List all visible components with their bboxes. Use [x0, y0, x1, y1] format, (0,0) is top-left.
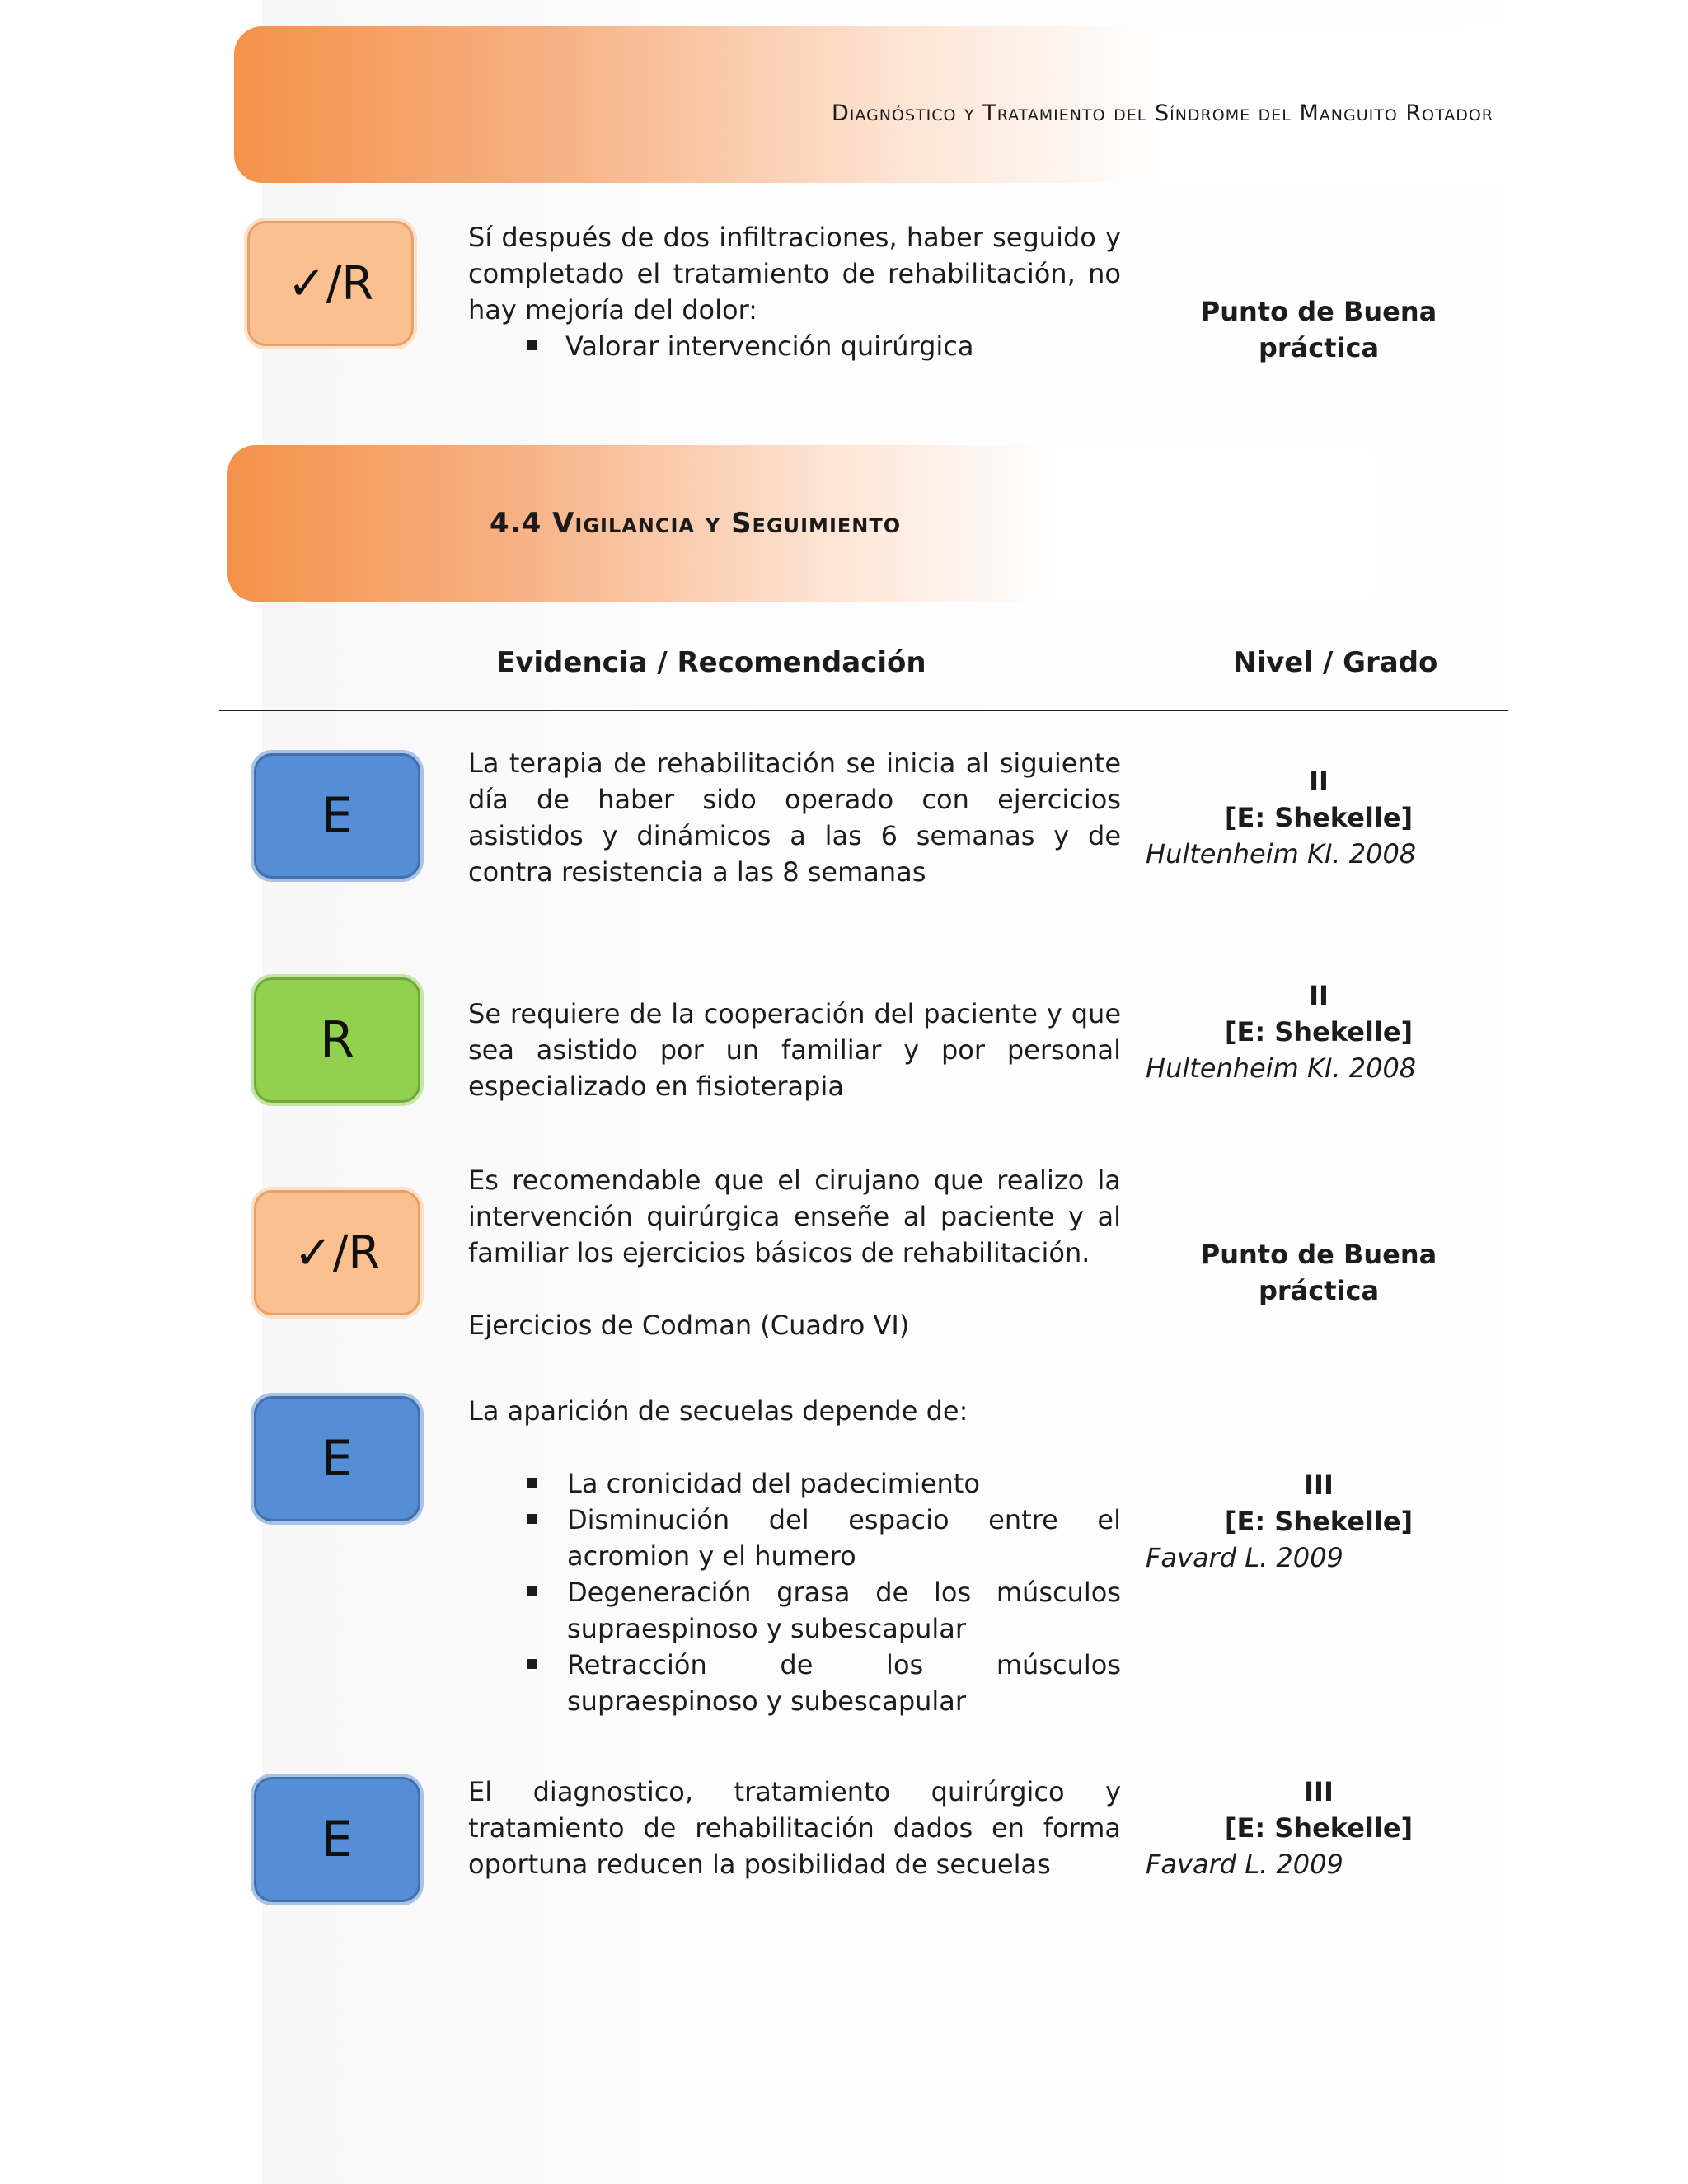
level-cell — [1146, 1236, 1492, 1309]
evidence-badge — [254, 1396, 420, 1521]
paragraph: Es recomendable que el cirujano que realizo la intervención quirúrgica enseñe al paciente y al familiar los ejercicios básicos de rehabilitación. — [468, 1165, 1121, 1268]
badge-label: E — [321, 1811, 353, 1868]
bullet-item: Disminución del espacio entre el acromion y el humero — [468, 1502, 1121, 1574]
recommendation-text — [468, 1162, 1121, 1343]
evidence-text — [468, 1393, 1121, 1719]
paragraph: El diagnostico, tratamiento quirúrgico y tratamiento de rehabilitación dados en forma oportuna reducen la posibilidad de secuelas — [468, 1776, 1121, 1880]
good-practice-badge — [254, 1190, 420, 1315]
grade-scale: [E: Shekelle] — [1224, 1506, 1414, 1537]
reference: Hultenheim KI. 2008 — [1146, 838, 1417, 869]
paragraph: Se requiere de la cooperación del paciente y que sea asistido por un familiar y por personal especializado en fisioterapia — [468, 998, 1121, 1102]
evidence-text — [468, 1774, 1121, 1882]
grade-level: II — [1309, 980, 1329, 1011]
evidence-text — [468, 745, 1121, 890]
grade-scale: [E: Shekelle] — [1224, 1812, 1414, 1844]
reference: Hultenheim KI. 2008 — [1146, 1052, 1417, 1084]
level-cell — [1146, 763, 1492, 872]
reference: Favard L. 2009 — [1146, 1542, 1343, 1573]
recommendation-text — [468, 219, 1121, 364]
bullet-list — [468, 1465, 1121, 1719]
grade-scale: [E: Shekelle] — [1224, 802, 1414, 833]
grade-level: III — [1304, 1469, 1334, 1501]
header-divider — [219, 710, 1508, 711]
level-cell — [1146, 977, 1492, 1086]
good-practice-badge — [247, 221, 414, 346]
column-header-evidence: Evidencia / Recomendación — [496, 646, 926, 679]
reference: Favard L. 2009 — [1146, 1849, 1343, 1880]
badge-label: E — [321, 787, 353, 845]
badge-label: R — [320, 1011, 354, 1069]
evidence-badge — [254, 753, 420, 879]
grade-scale: [E: Shekelle] — [1224, 1016, 1414, 1047]
bullet-item: Retracción de los músculos supraespinoso y subescapular — [468, 1647, 1121, 1719]
paragraph: La terapia de rehabilitación se inicia al siguiente día de haber sido operado con ejercicios asistidos y dinámicos a las 6 semanas y de contra resistencia a las 8 semanas — [468, 748, 1121, 888]
badge-label: ✓/R — [287, 256, 374, 311]
level-cell — [1146, 1774, 1492, 1882]
bullet-list — [468, 328, 1121, 364]
recommendation-text — [468, 996, 1121, 1104]
badge-label: E — [321, 1430, 353, 1488]
paragraph: La aparición de secuelas depende de: — [468, 1395, 968, 1427]
level-cell — [1146, 293, 1492, 366]
paragraph: Ejercicios de Codman (Cuadro VI) — [468, 1310, 910, 1341]
bullet-item: Valorar intervención quirúrgica — [468, 328, 1121, 364]
paragraph: Sí después de dos infiltraciones, haber seguido y completado el tratamiento de rehabilitación, no hay mejoría del dolor: — [468, 222, 1121, 326]
running-title: Diagnóstico y Tratamiento del Síndrome del Manguito Rotador — [832, 101, 1493, 126]
good-practice-label: Punto de Buena práctica — [1200, 296, 1437, 363]
badge-label: ✓/R — [293, 1226, 381, 1280]
good-practice-label: Punto de Buena práctica — [1200, 1239, 1437, 1306]
evidence-badge — [254, 1777, 420, 1902]
section-title: 4.4 Vigilancia y Seguimiento — [490, 507, 902, 540]
bullet-item: La cronicidad del padecimiento — [468, 1465, 1121, 1502]
column-header-level: Nivel / Grado — [1233, 646, 1438, 679]
bullet-item: Degeneración grasa de los músculos supraespinoso y subescapular — [468, 1574, 1121, 1647]
recommendation-badge — [254, 977, 420, 1103]
grade-level: II — [1309, 766, 1329, 797]
level-cell — [1146, 1467, 1492, 1576]
grade-level: III — [1304, 1776, 1334, 1807]
